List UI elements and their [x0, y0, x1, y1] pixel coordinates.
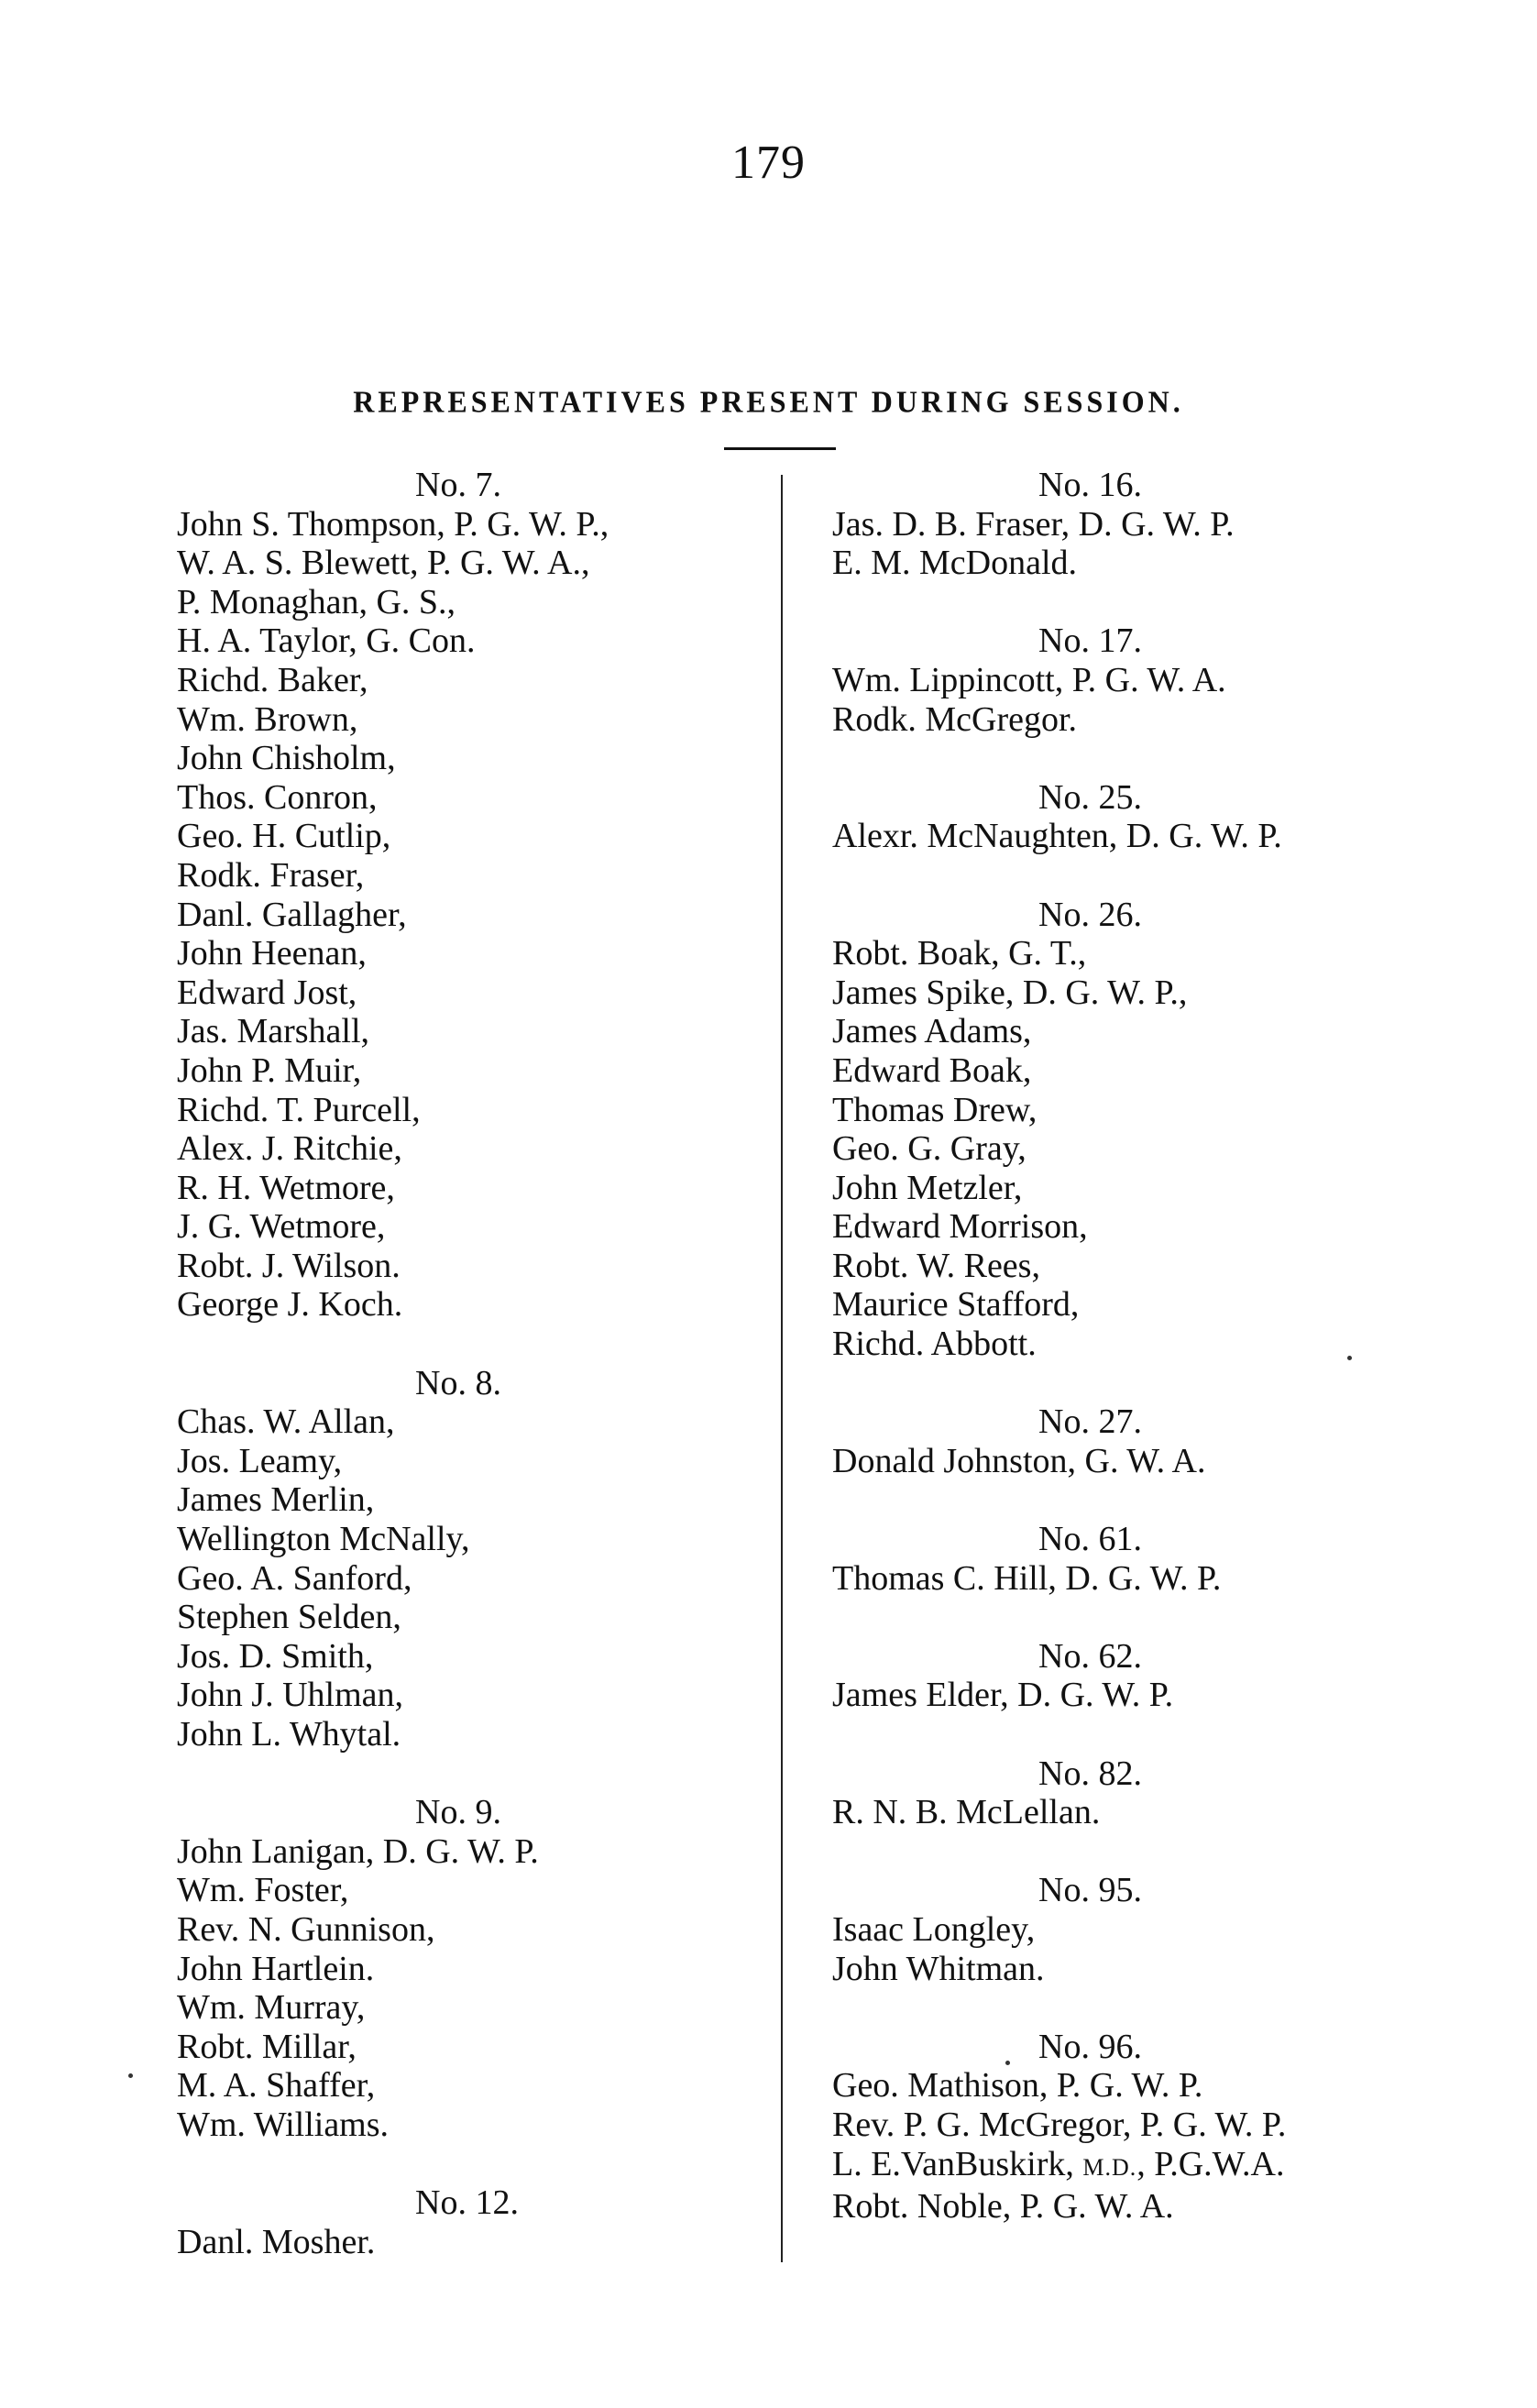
lodge-heading: No. 95.: [1038, 1871, 1142, 1910]
member-name: John Hartlein.: [177, 1949, 375, 1988]
member-name: Rodk. Fraser,: [177, 855, 365, 895]
lodge-group: [832, 1402, 1419, 1480]
member-name: Rodk. McGregor.: [832, 699, 1078, 739]
member-name: John J. Uhlman,: [177, 1676, 403, 1715]
member-name: Donald Johnston, G. W. A.: [832, 1441, 1206, 1480]
member-name: John Heenan,: [177, 934, 367, 973]
member-name: Jas. Marshall,: [177, 1012, 370, 1051]
member-name: H. A. Taylor, G. Con.: [177, 621, 476, 661]
member-name: Alex. J. Ritchie,: [177, 1129, 402, 1169]
member-name: Edward Jost,: [177, 973, 357, 1012]
member-name: Richd. Abbott.: [832, 1325, 1037, 1364]
lodge-group: [832, 2028, 1419, 2227]
member-name: Chas. W. Allan,: [177, 1402, 395, 1442]
member-name: Isaac Longley,: [832, 1909, 1036, 1949]
lodge-heading: No. 16.: [1038, 466, 1142, 504]
member-name: Richd. T. Purcell,: [177, 1090, 421, 1129]
member-name: Wm. Williams.: [177, 2105, 390, 2144]
lodge-group: [832, 1637, 1419, 1715]
member-name: Wm. Lippincott, P. G. W. A.: [832, 660, 1226, 699]
member-name: Rev. N. Gunnison,: [177, 1909, 435, 1949]
member-name: John Whitman.: [832, 1949, 1045, 1988]
member-name: Geo. H. Cutlip,: [177, 817, 391, 856]
member-name: Geo. G. Gray,: [832, 1129, 1026, 1169]
column-divider: [781, 475, 783, 2262]
lodge-heading: No. 9.: [415, 1793, 501, 1832]
member-name: John Chisholm,: [177, 739, 396, 778]
left-column: [177, 466, 745, 2261]
right-column: [832, 466, 1419, 2227]
print-speck: [1005, 2061, 1010, 2065]
lodge-group: [832, 466, 1419, 583]
lodge-heading: No. 17.: [1038, 621, 1142, 661]
member-name: W. A. S. Blewett, P. G. W. A.,: [177, 544, 590, 583]
lodge-heading: No. 12.: [415, 2183, 519, 2223]
member-name: James Spike, D. G. W. P.,: [832, 973, 1188, 1012]
member-name: R. N. B. McLellan.: [832, 1793, 1101, 1832]
lodge-heading: No. 25.: [1038, 777, 1142, 817]
lodge-heading: No. 62.: [1038, 1636, 1142, 1676]
member-name: Wm. Foster,: [177, 1871, 349, 1910]
member-name: E. M. McDonald.: [832, 544, 1078, 583]
member-name: Wm. Murray,: [177, 1988, 366, 2028]
member-name: Robt. Millar,: [177, 2027, 357, 2066]
member-name: Wm. Brown,: [177, 699, 358, 739]
title-rule: [724, 447, 836, 450]
member-name: John P. Muir,: [177, 1050, 362, 1090]
member-name: Edward Boak,: [832, 1050, 1032, 1090]
member-name: Robt. W. Rees,: [832, 1246, 1040, 1285]
member-name: Wellington McNally,: [177, 1520, 470, 1559]
member-name: [832, 2145, 1419, 2188]
member-name: Alexr. McNaughten, D. G. W. P.: [832, 817, 1282, 856]
member-rank: , P.G.W.A.: [1136, 2144, 1285, 2183]
lodge-heading: No. 82.: [1038, 1754, 1142, 1793]
lodge-group: [177, 1793, 745, 2144]
page-number: 179: [731, 137, 806, 189]
member-name: Geo. Mathison, P. G. W. P.: [832, 2066, 1203, 2106]
member-name: James Merlin,: [177, 1480, 375, 1520]
lodge-group: [177, 466, 745, 1325]
member-name: Thomas C. Hill, D. G. W. P.: [832, 1558, 1222, 1598]
member-name: Geo. A. Sanford,: [177, 1558, 412, 1598]
member-name: John Metzler,: [832, 1168, 1023, 1207]
member-name: J. G. Wetmore,: [177, 1207, 386, 1247]
lodge-group: [832, 896, 1419, 1364]
member-name: George J. Koch.: [177, 1285, 403, 1325]
member-name: John Lanigan, D. G. W. P.: [177, 1831, 539, 1871]
lodge-group: [177, 2183, 745, 2261]
lodge-heading: No. 7.: [415, 466, 501, 504]
member-name: Rev. P. G. McGregor, P. G. W. P.: [832, 2105, 1287, 2144]
member-name: Jas. D. B. Fraser, D. G. W. P.: [832, 504, 1235, 544]
lodge-group: [832, 778, 1419, 856]
member-name: Stephen Selden,: [177, 1598, 401, 1637]
lodge-heading: No. 26.: [1038, 895, 1142, 934]
member-name: James Adams,: [832, 1012, 1032, 1051]
member-name-text: L. E.VanBuskirk,: [832, 2144, 1083, 2183]
member-name: P. Monaghan, G. S.,: [177, 582, 456, 621]
member-name: Robt. J. Wilson.: [177, 1246, 401, 1285]
section-title: REPRESENTATIVES PRESENT DURING SESSION.: [353, 384, 1184, 419]
lodge-heading: No. 96.: [1038, 2027, 1142, 2066]
member-name: Thomas Drew,: [832, 1090, 1037, 1129]
print-speck: [128, 2073, 133, 2078]
member-name: Danl. Mosher.: [177, 2222, 376, 2261]
lodge-group: [832, 1754, 1419, 1832]
member-name: Danl. Gallagher,: [177, 895, 407, 934]
member-name: James Elder, D. G. W. P.: [832, 1676, 1174, 1715]
lodge-group: [832, 621, 1419, 739]
member-name: Robt. Boak, G. T.,: [832, 934, 1087, 973]
member-degree: M.D.: [1082, 2153, 1137, 2181]
member-name: John L. Whytal.: [177, 1715, 401, 1754]
member-name: R. H. Wetmore,: [177, 1168, 395, 1207]
member-name: Jos. Leamy,: [177, 1441, 343, 1480]
print-speck: [1347, 1356, 1352, 1360]
member-name: John S. Thompson, P. G. W. P.,: [177, 504, 609, 544]
member-name: Maurice Stafford,: [832, 1285, 1080, 1325]
member-name: Richd. Baker,: [177, 660, 368, 699]
member-name: Jos. D. Smith,: [177, 1636, 374, 1676]
lodge-heading: No. 8.: [415, 1363, 501, 1402]
lodge-heading: No. 27.: [1038, 1402, 1142, 1442]
member-name: Thos. Conron,: [177, 777, 378, 817]
lodge-group: [832, 1871, 1419, 1988]
lodge-heading: No. 61.: [1038, 1520, 1142, 1559]
member-name: M. A. Shaffer,: [177, 2066, 376, 2106]
member-name: Robt. Noble, P. G. W. A.: [832, 2187, 1174, 2227]
member-name: Edward Morrison,: [832, 1207, 1088, 1247]
lodge-group: [832, 1520, 1419, 1598]
lodge-group: [177, 1364, 745, 1754]
